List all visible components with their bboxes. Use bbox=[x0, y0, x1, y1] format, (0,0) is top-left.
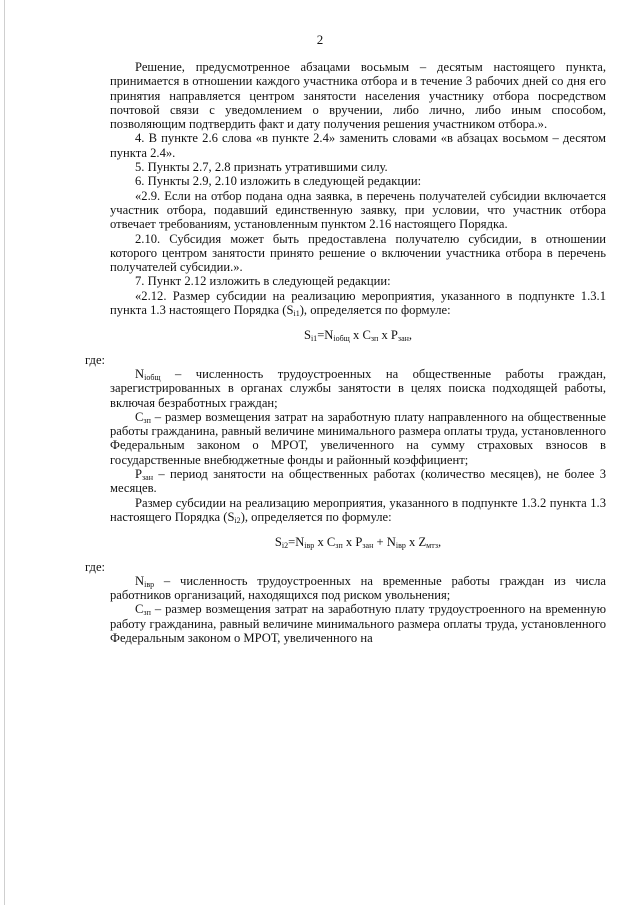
symbol: N bbox=[135, 573, 145, 588]
where-label: где: bbox=[85, 352, 106, 367]
scan-edge-line bbox=[4, 0, 5, 905]
where-label: где: bbox=[85, 559, 106, 574]
subscript: зп bbox=[143, 608, 151, 618]
symbol: N bbox=[135, 366, 145, 381]
subscript: iобщ bbox=[333, 334, 350, 344]
formula-term: =N bbox=[317, 328, 334, 343]
subscript: зп bbox=[335, 541, 343, 551]
definition bbox=[110, 367, 606, 410]
formula-term: S bbox=[303, 328, 311, 343]
subscript: iвр bbox=[304, 541, 315, 551]
paragraph bbox=[110, 496, 606, 525]
formula-term: x Z bbox=[405, 535, 427, 550]
subscript: зп bbox=[143, 415, 151, 425]
paragraph-text: «2.12. Размер субсидии на реализацию мероприятия, указанного в подпункте 1.3.1 пункта 1.3 настоящего Порядка (S bbox=[110, 288, 606, 318]
formula-term: , bbox=[408, 328, 413, 343]
formula-2 bbox=[110, 535, 606, 549]
definition bbox=[110, 574, 606, 603]
subscript: iвр bbox=[395, 541, 406, 551]
subscript: iобщ bbox=[144, 372, 161, 382]
subscript: мтз bbox=[426, 541, 438, 551]
symbol: C bbox=[135, 602, 144, 617]
definition bbox=[110, 467, 606, 496]
paragraph: 4. В пункте 2.6 слова «в пункте 2.4» заменить словами «в абзацах восьмом – десятом пункта 2.4». bbox=[110, 131, 606, 160]
paragraph: 2.10. Субсидия может быть предоставлена получателю субсидии, в отношении которого центром занятости принято решение о включении участника отбора в перечень получателей субсидии.». bbox=[110, 231, 606, 275]
paragraph bbox=[110, 289, 606, 318]
page-number: 2 bbox=[316, 32, 324, 47]
formula-term: x C bbox=[349, 328, 371, 343]
paragraph: 7. Пункт 2.12 изложить в следующей редакции: bbox=[135, 274, 391, 289]
paragraph-text: ), определяется по формуле: bbox=[240, 509, 392, 524]
definition-text: – размер возмещения затрат на заработную плату трудоустроенного на временную работу гражданина, равный величине минимального размера оплаты труда, установленного Федеральным законом о МРОТ, увеличенного на bbox=[110, 602, 606, 645]
subscript: iвр bbox=[144, 579, 155, 589]
paragraph: 5. Пункты 2.7, 2.8 признать утратившими силу. bbox=[135, 160, 388, 175]
definition-text: – численность трудоустроенных на временные работы граждан из числа работников организаций, находящихся под риском увольнения; bbox=[110, 573, 606, 603]
subscript: i1 bbox=[293, 309, 300, 319]
definition bbox=[110, 602, 606, 645]
subscript: зан bbox=[397, 334, 409, 344]
subscript: i2 bbox=[234, 515, 241, 525]
formula-term: , bbox=[437, 535, 442, 550]
paragraph: «2.9. Если на отбор подана одна заявка, в перечень получателей субсидии включается участник отбора, подавший единственную заявку, при условии, что участник отбора отвечает требованиям, установленным пунктом 2.16 настоящего Порядка. bbox=[110, 188, 606, 232]
definition bbox=[110, 410, 606, 467]
subscript: зан bbox=[362, 541, 374, 551]
definition-text: – период занятости на общественных работах (количество месяцев), не более 3 месяцев. bbox=[110, 467, 606, 496]
paragraph: 6. Пункты 2.9, 2.10 изложить в следующей редакции: bbox=[135, 174, 422, 189]
definition-text: – численность трудоустроенных на общественные работы граждан, зарегистрированных в органах службы занятости в целях поиска подходящей работы, включая безработных граждан; bbox=[110, 366, 606, 410]
formula-term: x P bbox=[342, 535, 363, 550]
formula-term: S bbox=[274, 535, 282, 550]
paragraph-text: Размер субсидии на реализацию мероприятия, указанного в подпункте 1.3.2 пункта 1.3 настоящего Порядка (S bbox=[110, 495, 606, 524]
formula-term: x P bbox=[378, 328, 398, 343]
symbol: P bbox=[135, 467, 143, 482]
paragraph-text: ), определяется по формуле: bbox=[299, 303, 451, 318]
formula-1 bbox=[110, 328, 606, 342]
subscript: зан bbox=[142, 473, 154, 483]
formula-term: + N bbox=[373, 535, 396, 550]
subscript: i2 bbox=[281, 541, 289, 551]
symbol: C bbox=[135, 409, 144, 424]
formula-term: =N bbox=[288, 535, 305, 550]
subscript: зп bbox=[370, 334, 379, 344]
formula-term: x C bbox=[314, 535, 336, 550]
subscript: i1 bbox=[310, 334, 318, 344]
document-body bbox=[85, 60, 606, 645]
paragraph: Решение, предусмотренное абзацами восьмым – десятым настоящего пункта, принимается в отношении каждого участника отбора и в течение 3 рабочих дней со дня его принятия направляется центром занятости населения участнику отбора посредством почтовой связи с уведомлением о вручении, либо лично, либо иным способом, позволяющим подтвердить факт и дату получения решения участником отбора.». bbox=[110, 60, 606, 132]
definition-text: – размер возмещения затрат на заработную плату направленного на общественные работы гражданина, равный величине минимального размера оплаты труда, установленного Федеральным законом о МРОТ, увеличенного на сумму страховых взносов в государственные внебюджетные фонды и районный коэффициент; bbox=[110, 409, 606, 467]
